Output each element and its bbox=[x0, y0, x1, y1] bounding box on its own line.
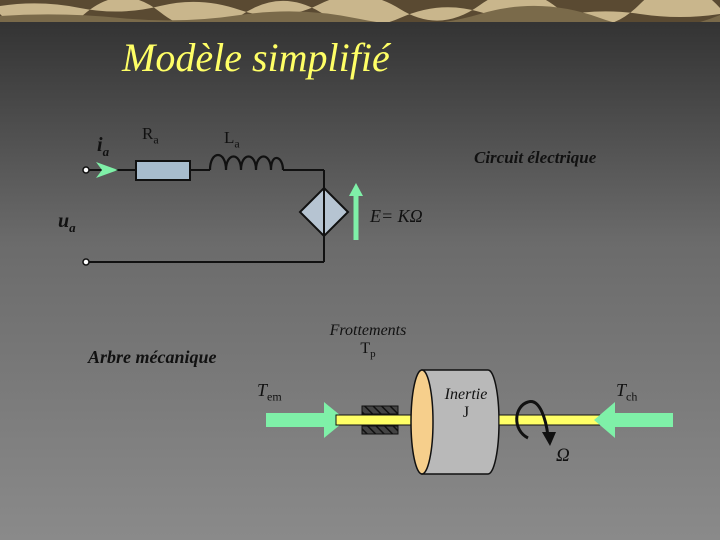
current-label-sub: a bbox=[102, 144, 110, 159]
rotation-arrow-icon bbox=[542, 432, 556, 446]
resistor-label-main: R bbox=[142, 124, 154, 143]
speed-label: Ω bbox=[556, 445, 570, 466]
friction-bearing-top bbox=[362, 406, 398, 414]
top-terminal bbox=[83, 167, 89, 173]
resistor-label-sub: a bbox=[153, 132, 159, 147]
torque-em-main: T bbox=[257, 380, 268, 400]
friction-symbol-main: T bbox=[360, 340, 371, 357]
tem-arrow-body bbox=[266, 413, 328, 427]
inductor bbox=[210, 155, 283, 170]
torque-em-sub: em bbox=[267, 389, 282, 404]
resistor-label bbox=[142, 124, 159, 147]
slide-title: Modèle simplifié bbox=[122, 35, 390, 80]
friction-bearing-bottom bbox=[362, 426, 398, 434]
friction-label-text: Frottements bbox=[329, 322, 407, 339]
voltage-label bbox=[58, 210, 76, 236]
emf-label: E= KΩ bbox=[370, 206, 423, 226]
inductor-label-main: L bbox=[224, 128, 235, 147]
torque-load-label bbox=[616, 380, 637, 405]
friction-symbol bbox=[324, 340, 412, 360]
resistor bbox=[136, 161, 190, 180]
voltage-label-main: u bbox=[58, 210, 70, 232]
tch-arrow-icon bbox=[594, 402, 615, 438]
inertia-label-text: Inertie bbox=[444, 386, 488, 403]
torque-load-main: T bbox=[616, 380, 627, 400]
current-label-main: i bbox=[97, 134, 103, 156]
friction-label bbox=[324, 322, 412, 360]
inertia-face bbox=[411, 370, 433, 474]
torque-em-label bbox=[257, 380, 282, 405]
circuit-section-label: Circuit électrique bbox=[474, 148, 597, 167]
inertia-label bbox=[438, 386, 494, 422]
inductor-label-sub: a bbox=[234, 136, 240, 151]
electrical-circuit bbox=[88, 170, 324, 262]
torque-load-sub: ch bbox=[626, 389, 638, 404]
tch-arrow-body bbox=[613, 413, 673, 427]
voltage-label-sub: a bbox=[69, 220, 76, 235]
shaft-section-label: Arbre mécanique bbox=[88, 347, 217, 367]
current-label bbox=[97, 134, 109, 160]
inertia-symbol: J bbox=[462, 404, 470, 421]
friction-symbol-sub: p bbox=[370, 348, 376, 361]
shaft-left bbox=[336, 415, 422, 425]
bottom-terminal bbox=[83, 259, 89, 265]
inductor-label bbox=[224, 128, 240, 151]
emf-arrow-icon bbox=[349, 183, 363, 196]
